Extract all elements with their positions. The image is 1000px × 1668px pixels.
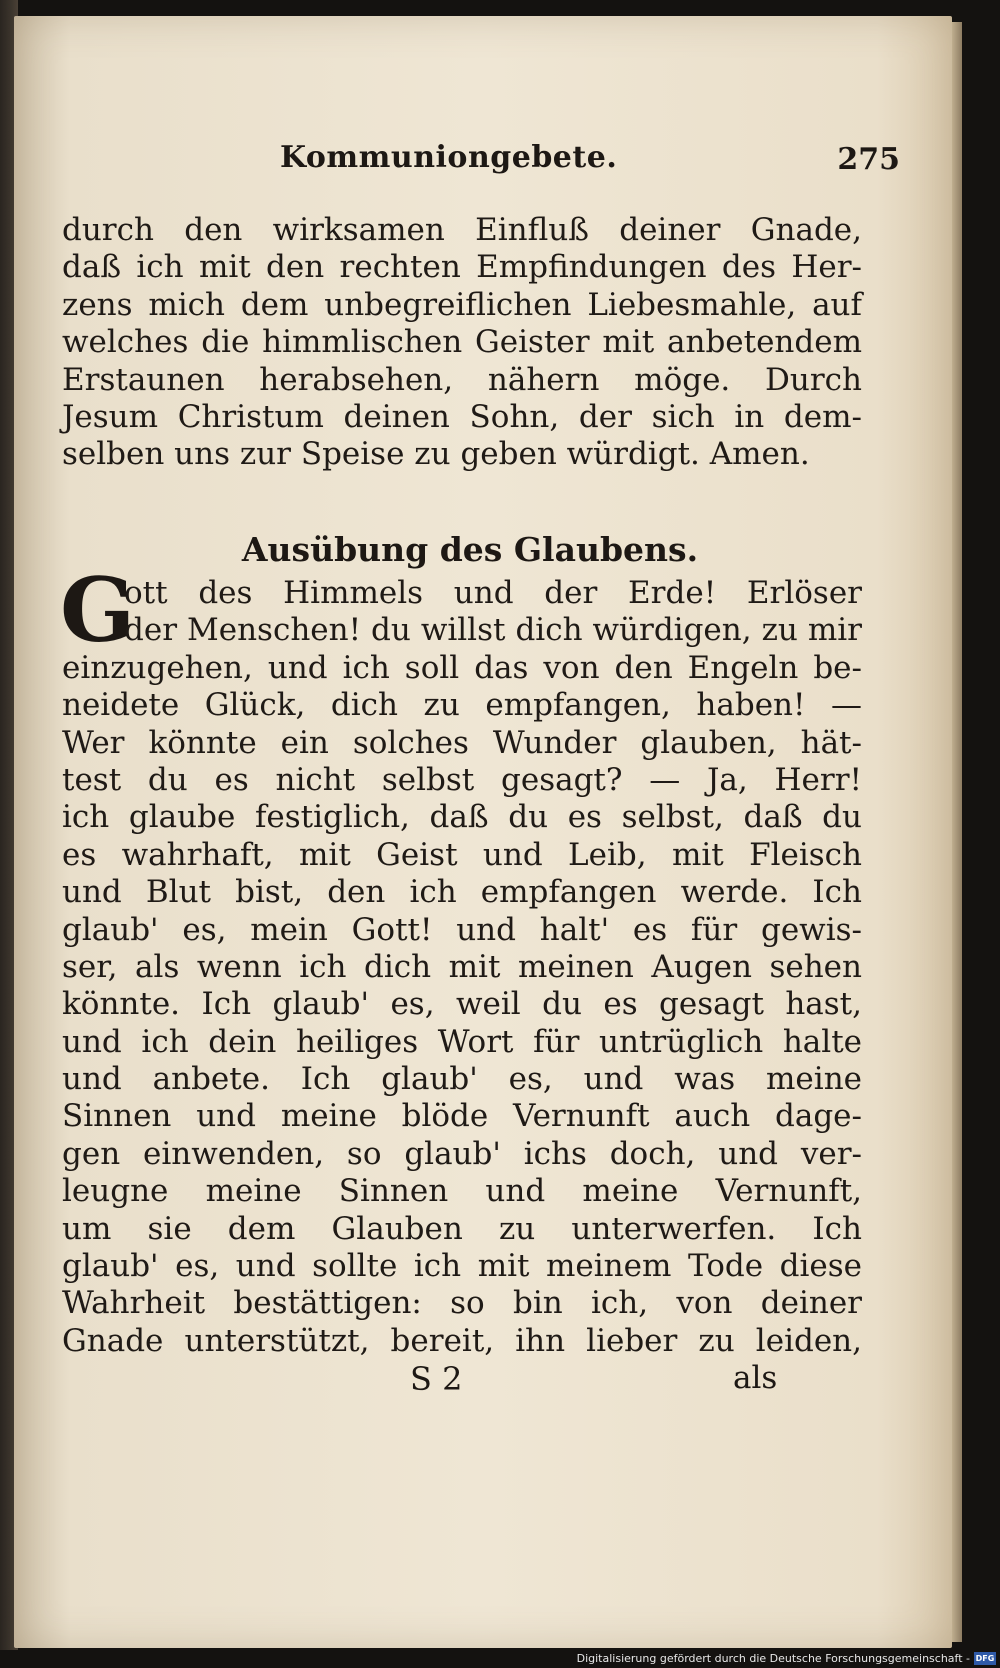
text-line: Wer könnte ein solches Wunder glauben, hät- xyxy=(62,724,862,761)
text-line: könnte. Ich glaub' es, weil du es gesagt hast, xyxy=(62,986,862,1023)
text-line: gen einwenden, so glaub' ichs doch, und ver- xyxy=(62,1135,862,1172)
paragraph-glaubens xyxy=(62,575,862,1360)
text-line: Gnade unterstützt, bereit, ihn lieber zu leiden, xyxy=(62,1322,862,1359)
text-line: selben uns zur Speise zu geben würdigt. Amen. xyxy=(62,436,810,473)
running-head-title: Kommuniongebete. xyxy=(280,140,618,175)
text-line: glaub' es, und sollte ich mit meinem Tode diese xyxy=(62,1248,862,1285)
text-line: einzugehen, und ich soll das von den Engeln be- xyxy=(62,649,862,686)
text-line: neidete Glück, dich zu empfangen, haben! — xyxy=(62,687,862,724)
section-heading: Ausübung des Glaubens. xyxy=(241,530,699,569)
text-line: Sinnen und meine blöde Vernunft auch dage- xyxy=(62,1098,862,1135)
digitization-credit: Digitalisierung gefördert durch die Deutsche Forschungsgemeinschaft - xyxy=(576,1652,970,1665)
page-number: 275 xyxy=(837,142,900,177)
paragraph-prayer-end xyxy=(62,212,862,474)
text-line: der Menschen! du willst dich würdigen, zu mir xyxy=(124,612,862,649)
text-line: durch den wirksamen Einfluß deiner Gnade, xyxy=(62,212,862,248)
text-line: daß ich mit den rechten Empfindungen des Her- xyxy=(62,249,862,286)
text-line: um sie dem Glauben zu unterwerfen. Ich xyxy=(62,1210,862,1247)
text-line: zens mich dem unbegreiflichen Liebesmahle, auf xyxy=(62,286,862,323)
text-line: glaub' es, mein Gott! und halt' es für gewis- xyxy=(62,911,862,948)
text-line: ich glaube festiglich, daß du es selbst, daß du xyxy=(62,799,862,836)
text-line: es wahrhaft, mit Geist und Leib, mit Fleisch xyxy=(62,836,862,873)
catchword: als xyxy=(733,1360,778,1396)
text-line: Wahrheit bestättigen: so bin ich, von deiner xyxy=(62,1285,862,1322)
text-line: und Blut bist, den ich empfangen werde. Ich xyxy=(62,874,862,911)
running-head xyxy=(60,140,900,180)
text-line: leugne meine Sinnen und meine Vernunft, xyxy=(62,1173,862,1210)
text-line: und anbete. Ich glaub' es, und was meine xyxy=(62,1061,862,1098)
text-line: ser, als wenn ich dich mit meinen Augen sehen xyxy=(62,948,862,985)
text-line: ott des Himmels und der Erde! Erlöser xyxy=(124,575,862,611)
page-edge xyxy=(952,22,962,1642)
text-line: test du es nicht selbst gesagt? — Ja, Herr! xyxy=(62,761,862,798)
dfg-logo: DFG xyxy=(975,1654,995,1663)
drop-cap: G xyxy=(60,558,136,662)
text-line: Jesum Christum deinen Sohn, der sich in dem- xyxy=(62,398,862,435)
text-line: und ich dein heiliges Wort für untrüglich halte xyxy=(62,1023,862,1060)
signature-mark: S 2 xyxy=(410,1360,463,1398)
text-line: Erstaunen herabsehen, nähern möge. Durch xyxy=(62,361,862,398)
text-line: welches die himmlischen Geister mit anbetendem xyxy=(62,324,862,361)
